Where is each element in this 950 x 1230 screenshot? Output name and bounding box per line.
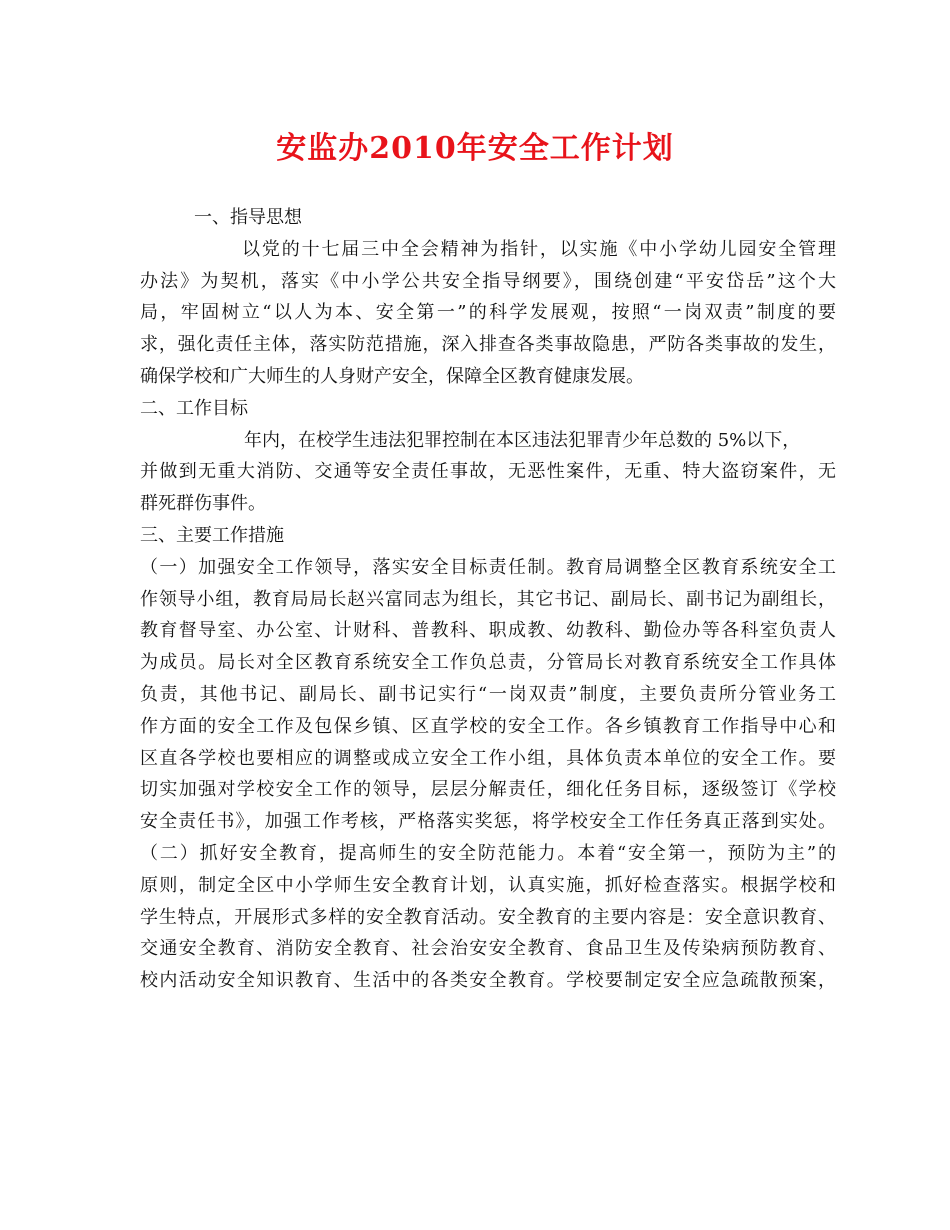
document-body — [140, 202, 836, 997]
paragraph-line: 交通安全教育、消防安全教育、社会治安安全教育、食品卫生及传染病预防教育、 — [140, 938, 836, 960]
paragraph-line: 校内活动安全知识教育、生活中的各类安全教育。学校要制定安全应急疏散预案， — [140, 970, 836, 992]
paragraph-line: 学生特点，开展形式多样的安全教育活动。安全教育的主要内容是：安全意识教育、 — [140, 906, 836, 928]
paragraph-line: 负责，其他书记、副局长、副书记实行“一岗双责”制度，主要负责所分管业务工 — [140, 683, 836, 705]
paragraph-line: （一）加强安全工作领导，落实安全目标责任制。教育局调整全区教育系统安全工 — [140, 556, 836, 578]
paragraph-line: 区直各学校也要相应的调整或成立安全工作小组，具体负责本单位的安全工作。要 — [140, 747, 836, 769]
paragraph-line: 以党的十七届三中全会精神为指针，以实施《中小学幼儿园安全管理 — [242, 238, 836, 260]
section-heading-3: 三、主要工作措施 — [140, 524, 284, 546]
section-heading-2: 二、工作目标 — [140, 397, 248, 419]
paragraph-line: 办法》为契机，落实《中小学公共安全指导纲要》，围绕创建“平安岱岳”这个大 — [140, 270, 836, 292]
paragraph-line: 教育督导室、办公室、计财科、普教科、职成教、幼教科、勤俭办等各科室负责人 — [140, 620, 836, 642]
paragraph-line: 安全责任书》，加强工作考核，严格落实奖惩，将学校安全工作任务真正落到实处。 — [140, 811, 836, 833]
paragraph-line: 作方面的安全工作及包保乡镇、区直学校的安全工作。各乡镇教育工作指导中心和 — [140, 715, 836, 737]
paragraph-line: 年内，在校学生违法犯罪控制在本区违法犯罪青少年总数的 5%以下， — [244, 429, 801, 451]
paragraph-line: 求，强化责任主体，落实防范措施，深入排查各类事故隐患，严防各类事故的发生， — [140, 334, 836, 356]
paragraph-line: 原则，制定全区中小学师生安全教育计划，认真实施，抓好检查落实。根据学校和 — [140, 874, 836, 896]
section-heading-1: 一、指导思想 — [194, 207, 302, 228]
paragraph-line: （二）抓好安全教育，提高师生的安全防范能力。本着“安全第一，预防为主”的 — [140, 842, 836, 864]
paragraph-line: 作领导小组，教育局局长赵兴富同志为组长，其它书记、副局长、副书记为副组长， — [140, 588, 836, 610]
paragraph-line: 为成员。局长对全区教育系统安全工作负总责，分管局长对教育系统安全工作具体 — [140, 652, 836, 674]
paragraph-line: 局，牢固树立“以人为本、安全第一”的科学发展观，按照“一岗双责”制度的要 — [140, 302, 836, 324]
paragraph-line: 并做到无重大消防、交通等安全责任事故，无恶性案件，无重、特大盗窃案件，无 — [140, 461, 836, 483]
paragraph-line: 切实加强对学校安全工作的领导，层层分解责任，细化任务目标，逐级签订《学校 — [140, 779, 836, 801]
document-title: 安监办2010年安全工作计划 — [276, 131, 674, 166]
paragraph-line: 确保学校和广大师生的人身财产安全，保障全区教育健康发展。 — [140, 365, 644, 387]
paragraph-line: 群死群伤事件。 — [140, 493, 266, 515]
